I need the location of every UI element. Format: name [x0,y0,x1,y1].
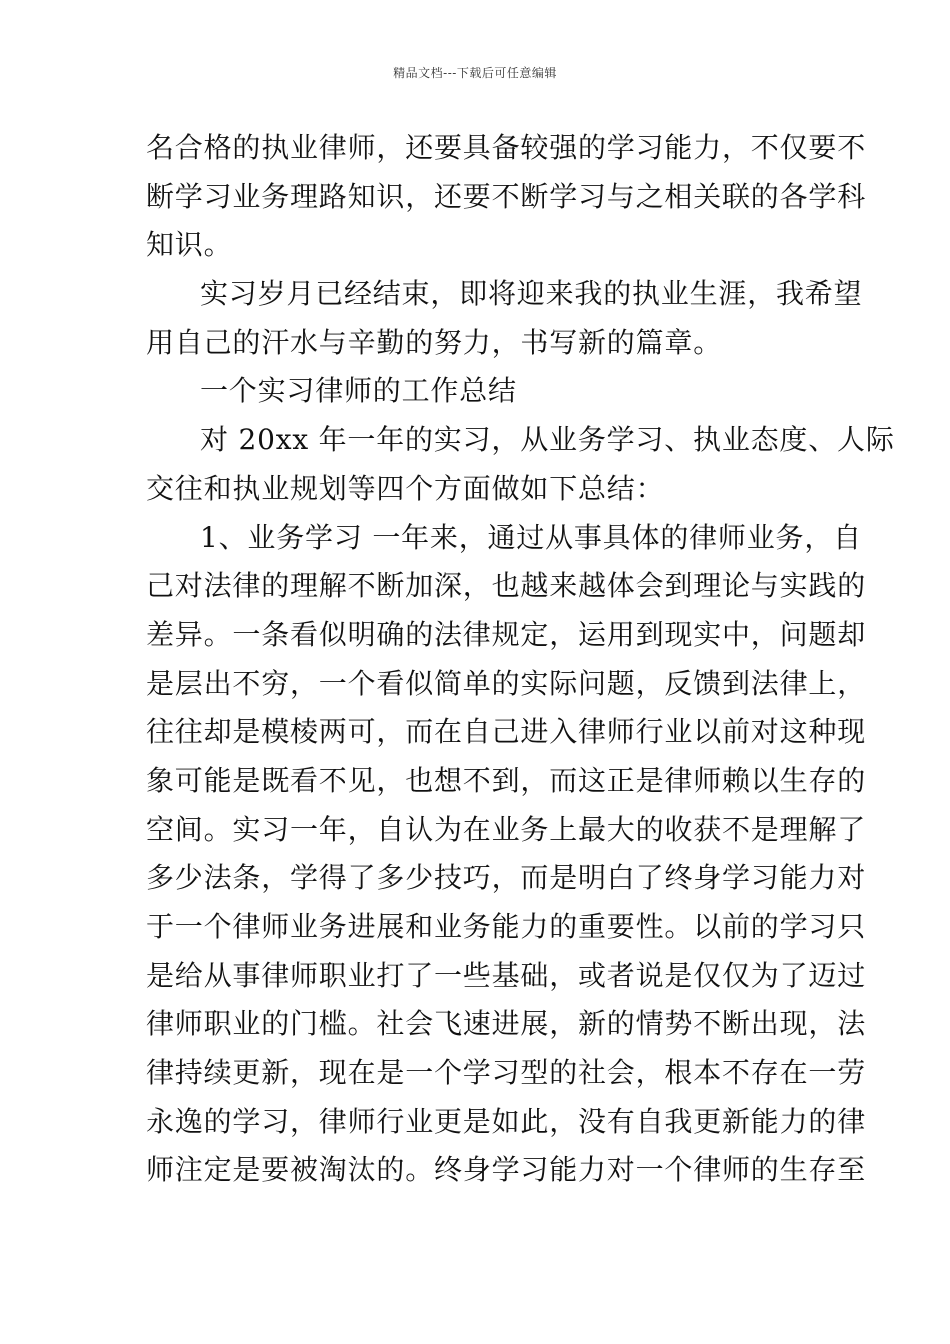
text-line: 己对法律的理解不断加深，也越来越体会到理论与实践的 [146,569,867,603]
paragraph-start-line: 1、业务学习 一年来，通过从事具体的律师业务，自 [200,520,862,554]
text-line: 断学习业务理路知识，还要不断学习与之相关联的各学科 [146,179,867,213]
text-line: 交往和执业规划等四个方面做如下总结： [146,471,665,505]
page-header: 精品文档---下载后可任意编辑 [393,66,557,80]
paragraph-start-line: 对 20xx 年一年的实习，从业务学习、执业态度、人际 [200,423,895,457]
text-line: 名合格的执业律师，还要具备较强的学习能力，不仅要不 [146,131,867,164]
text-line: 差异。一条看似明确的法律规定，运用到现实中，问题却 [146,617,867,651]
text-line: 用自己的汗水与辛勤的努力，书写新的篇章。 [146,325,723,359]
text-line: 律师职业的门槛。社会飞速进展，新的情势不断出现，法 [146,1007,867,1041]
text-line: 空间。实习一年，自认为在业务上最大的收获不是理解了 [146,812,867,846]
text-line: 律持续更新，现在是一个学习型的社会，根本不存在一劳 [146,1056,867,1090]
text-line: 于一个律师业务进展和业务能力的重要性。以前的学习只 [146,910,867,943]
text-line: 是给从事律师职业打了一些基础，或者说是仅仅为了迈过 [146,958,867,992]
text-line: 永逸的学习，律师行业更是如此，没有自我更新能力的律 [146,1104,867,1138]
section-title: 一个实习律师的工作总结 [200,374,517,408]
text-line: 多少法条，学得了多少技巧，而是明白了终身学习能力对 [146,861,867,895]
text-line: 师注定是要被淘汰的。终身学习能力对一个律师的生存至 [146,1153,867,1187]
text-line: 知识。 [146,228,233,262]
paragraph-start-line: 实习岁月已经结束，即将迎来我的执业生涯，我希望 [200,277,863,311]
text-line: 往往却是模棱两可，而在自己进入律师行业以前对这种现 [146,715,867,749]
text-line: 象可能是既看不见，也想不到，而这正是律师赖以生存的 [146,763,867,797]
text-line: 是层出不穷，一个看似简单的实际问题，反馈到法律上， [146,666,867,700]
document-body [146,124,895,1195]
